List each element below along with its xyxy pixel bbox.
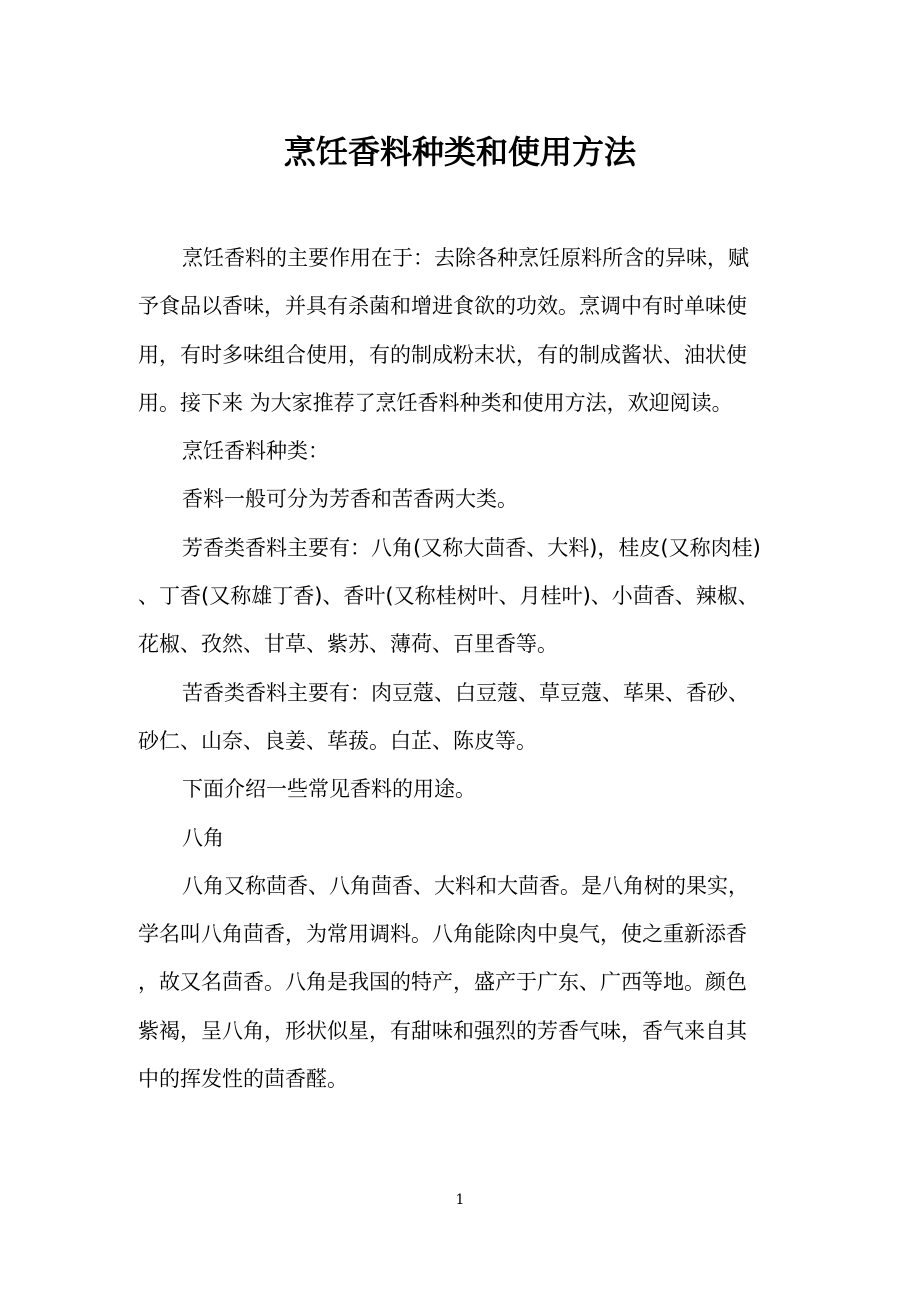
paragraph-line: 八角又称茴香、八角茴香、大料和大茴香。是八角树的果实，	[182, 873, 749, 898]
paragraph-line: 紫褐，呈八角，形状似星，有甜味和强烈的芳香气味，香气来自其	[138, 1018, 747, 1043]
document-title: 烹饪香料种类和使用方法	[283, 133, 636, 171]
paragraph-line: 花椒、孜然、甘草、紫苏、薄荷、百里香等。	[138, 632, 558, 657]
paragraph-line: 用。接下来 为大家推荐了烹饪香料种类和使用方法，欢迎阅读。	[138, 390, 733, 415]
paragraph-line: 砂仁、山奈、良姜、荜菝。白芷、陈皮等。	[138, 728, 537, 753]
document-body	[138, 234, 778, 1103]
paragraph-line: 中的挥发性的茴香醛。	[138, 1067, 348, 1092]
paragraph-line: 用，有时多味组合使用，有的制成粉末状，有的制成酱状、油状使	[138, 342, 747, 367]
section-heading: 八角	[182, 825, 224, 850]
paragraph-line: 予食品以香味，并具有杀菌和增进食欲的功效。烹调中有时单味使	[138, 294, 747, 319]
paragraph-line: 、丁香(又称雄丁香)、香叶(又称桂树叶、月桂叶)、小茴香、辣椒、	[138, 584, 759, 609]
paragraph-line: 烹饪香料的主要作用在于：去除各种烹饪原料所含的异味，赋	[182, 246, 749, 270]
paragraph-line: 香料一般可分为芳香和苦香两大类。	[182, 487, 518, 512]
page-number: 1	[455, 1192, 465, 1208]
paragraph-line: ，故又名茴香。八角是我国的特产，盛产于广东、广西等地。颜色	[138, 970, 747, 995]
paragraph-line: 下面介绍一些常见香料的用途。	[182, 777, 476, 802]
paragraph-line: 学名叫八角茴香，为常用调料。八角能除肉中臭气，使之重新添香	[138, 922, 747, 947]
paragraph-line: 苦香类香料主要有：肉豆蔻、白豆蔻、草豆蔻、荜果、香砂、	[182, 680, 749, 705]
paragraph-line: 芳香类香料主要有：八角(又称大茴香、大料)，桂皮(又称肉桂)	[182, 535, 761, 560]
paragraph-line: 烹饪香料种类：	[182, 439, 329, 464]
